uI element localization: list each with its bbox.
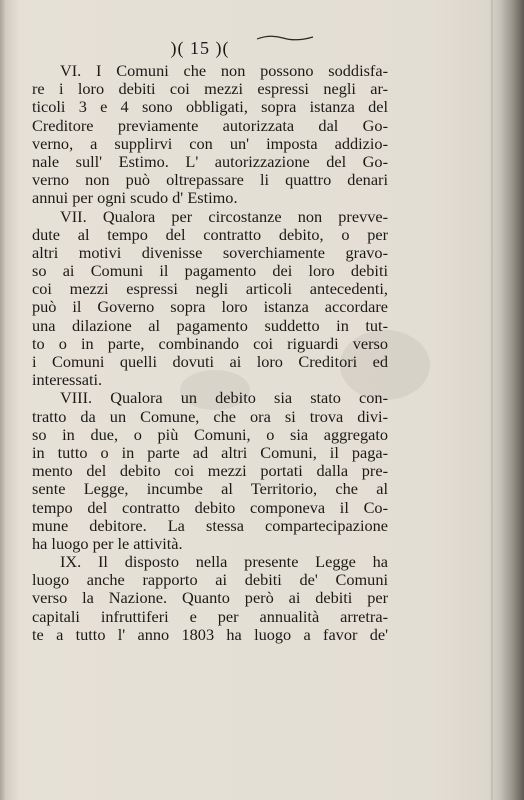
text-line: tempo del contratto debito componeva il Co- <box>32 497 388 517</box>
text-line: so ai Comuni il pagamento dei loro debiti <box>32 261 388 281</box>
page-number: )( 15 )( <box>170 38 230 58</box>
text-line: sente Legge, incumbe al Territorio, che al <box>32 479 388 499</box>
text-line: Creditore previamente autorizzata dal Go- <box>32 115 388 135</box>
text-line: to o in parte, combinando coi riguardi verso <box>32 333 388 353</box>
text-line: verso la Nazione. Quanto però ai debiti per <box>32 588 388 608</box>
article-ix <box>32 553 388 644</box>
text-line: te a tutto l' anno 1803 ha luogo a favor de' <box>32 624 388 644</box>
ink-mark <box>255 30 315 44</box>
text-line: interessati. <box>32 370 103 390</box>
article-vi <box>32 62 388 208</box>
text-line: mento del debito coi mezzi portati dalla pre- <box>32 461 388 481</box>
text-line: tratto da un Comune, che ora si trova divi- <box>32 406 388 426</box>
document-body <box>32 62 388 644</box>
article-vii <box>32 208 388 390</box>
text-line: so in due, o più Comuni, o sia aggregato <box>32 424 388 444</box>
text-line: mune debitore. La stessa compartecipazione <box>32 515 388 535</box>
text-line: capitali infruttiferi e per annualità arretra- <box>32 606 388 626</box>
text-line: VI. I Comuni che non possono soddisfa- <box>60 61 388 80</box>
text-line: in tutto o in parte ad altri Comuni, il paga- <box>32 442 388 462</box>
page-gutter-shadow <box>491 0 493 800</box>
text-line: luogo anche rapporto ai debiti de' Comuni <box>32 570 388 590</box>
text-line: dute al tempo del contratto debito, o per <box>32 224 388 244</box>
text-line: coi mezzi espressi negli articoli antecedenti, <box>32 279 388 299</box>
text-line: ticoli 3 e 4 sono obbligati, sopra istanza del <box>32 97 388 117</box>
article-viii <box>32 389 388 553</box>
text-line: una dilazione al pagamento suddetto in tut- <box>32 315 388 335</box>
text-line: VII. Qualora per circostanze non prevve- <box>60 206 388 226</box>
text-line: verno, a supplirvi con un' imposta addizio- <box>32 133 388 153</box>
text-line: ha luogo per le attività. <box>32 533 183 553</box>
text-line: nale sull' Estimo. L' autorizzazione del Go- <box>32 151 388 171</box>
text-line: altri motivi divenisse soverchiamente gravo- <box>32 242 388 262</box>
text-line: annui per ogni scudo d' Estimo. <box>32 188 238 208</box>
text-line: IX. Il disposto nella presente Legge ha <box>60 552 388 572</box>
text-line: VIII. Qualora un debito sia stato con- <box>60 388 388 408</box>
text-line: re i loro debiti coi mezzi espressi negli ar- <box>32 79 388 99</box>
text-line: può il Governo sopra loro istanza accordare <box>32 297 388 317</box>
text-line: i Comuni quelli dovuti ai loro Creditori ed <box>32 352 388 371</box>
text-line: verno non può oltrepassare li quattro denari <box>32 170 388 190</box>
